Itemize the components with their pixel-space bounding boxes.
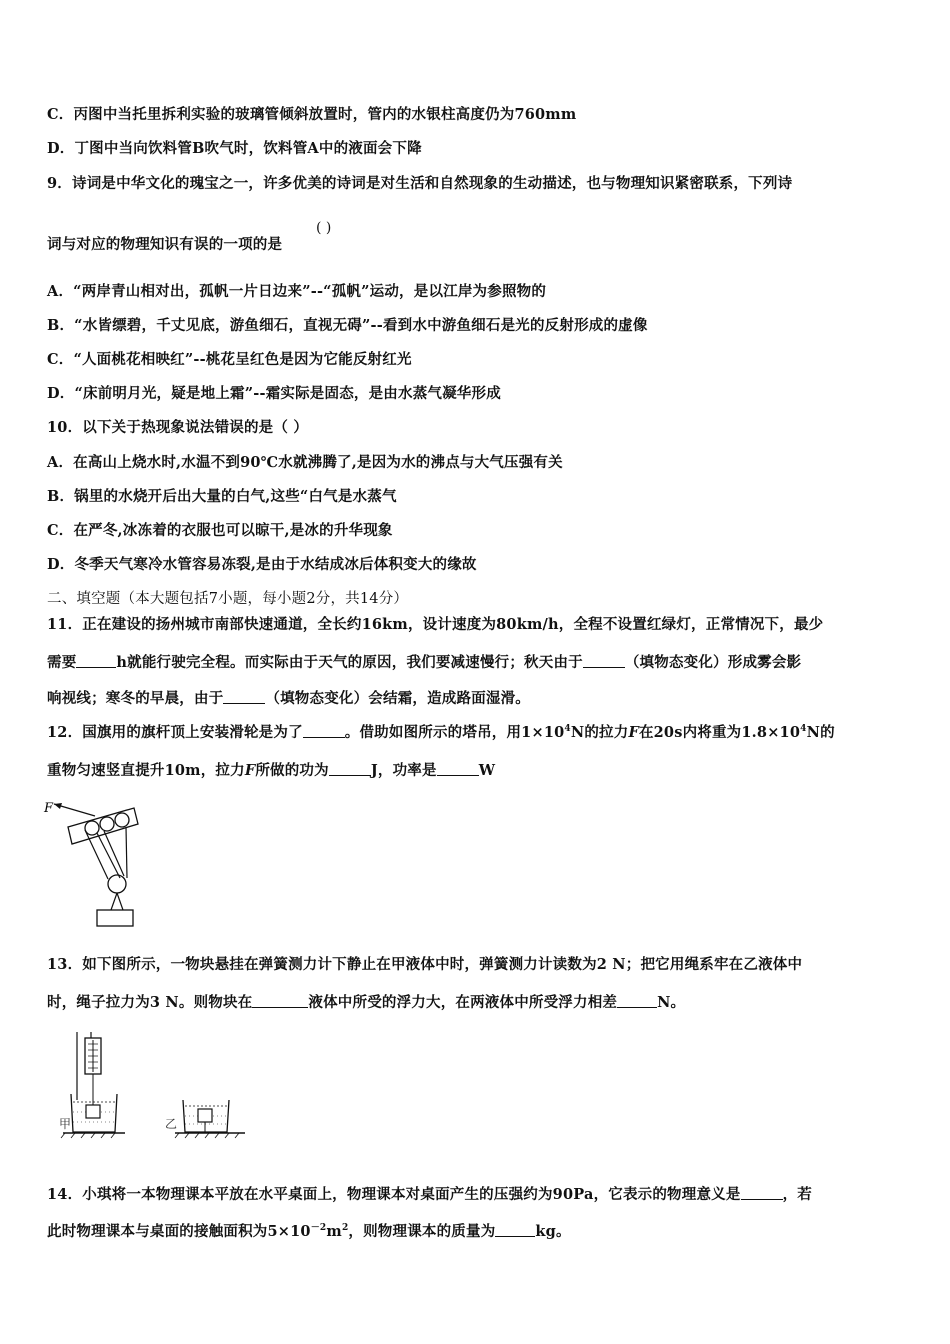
- q13-line1: 13．如下图所示，一物块悬挂在弹簧测力计下静止在甲液体中时，弹簧测力计读数为2 N；把它用绳系牢在乙液体中: [47, 956, 803, 973]
- q9-option-d: D．“床前明月光，疑是地上霜”--霜实际是固态，是由水蒸气凝华形成: [47, 385, 501, 402]
- q10-option-b: B．锅里的水烧开后出大量的白气,这些“白气是水蒸气: [47, 488, 397, 505]
- crane-pulley-figure: [40, 796, 150, 931]
- q13-blank-2[interactable]: [617, 993, 657, 1008]
- buoyancy-figure: [55, 1030, 255, 1145]
- q9-option-b: B．“水皆缥碧，千丈见底，游鱼细石，直视无碍”--看到水中游鱼细石是光的反射形成的虚像: [47, 317, 648, 334]
- q8-option-c: C．丙图中当托里拆利实验的玻璃管倾斜放置时，管内的水银柱高度仍为760mm: [47, 106, 577, 123]
- label-yi: 乙: [165, 1117, 178, 1131]
- q11-line3: 响视线；寒冬的早晨，由于 （填物态变化）会结霜，造成路面湿滑。: [47, 690, 531, 707]
- q11-blank-2[interactable]: [583, 653, 625, 668]
- q8-option-d: D．丁图中当向饮料管B吹气时，饮料管A中的液面会下降: [47, 140, 422, 157]
- q9-option-c: C．“人面桃花相映红”--桃花呈红色是因为它能反射红光: [47, 351, 412, 368]
- q12-blank-1[interactable]: [303, 723, 345, 738]
- q14-blank-1[interactable]: [741, 1185, 783, 1200]
- q11-blank-1[interactable]: [76, 653, 116, 668]
- q13-line2: 时，绳子拉力为3 N。则物块在 液体中所受的浮力大，在两液体中所受浮力相差 N。: [47, 994, 686, 1011]
- q11-blank-3[interactable]: [223, 689, 265, 704]
- q9-stem-line2: 词与对应的物理知识有误的一项的是: [47, 236, 283, 253]
- q10-stem: 10．以下关于热现象说法错误的是（ ）: [47, 419, 309, 436]
- q13-blank-1[interactable]: [252, 993, 308, 1008]
- q12-blank-2[interactable]: [329, 761, 371, 776]
- q9-answer-paren: ( ): [316, 220, 332, 236]
- q9-stem-line1: 9．诗词是中华文化的瑰宝之一，许多优美的诗词是对生活和自然现象的生动描述，也与物理知识紧密联系，下列诗: [47, 175, 793, 192]
- q11-line2: 需要 h就能行驶完全程。而实际由于天气的原因，我们要减速慢行；秋天由于 （填物态变化）形成雾会影: [47, 654, 802, 671]
- label-jia: 甲: [59, 1117, 72, 1131]
- q11-line1: 11．正在建设的扬州城市南部快速通道，全长约16km，设计速度为80km/h，全程不设置红绿灯，正常情况下，最少: [47, 616, 824, 633]
- q10-option-a: A．在高山上烧水时,水温不到90℃水就沸腾了,是因为水的沸点与大气压强有关: [47, 454, 563, 471]
- q14-line1: 14．小琪将一本物理课本平放在水平桌面上，物理课本对桌面产生的压强约为90Pa，它表示的物理意义是 ，若: [47, 1186, 812, 1203]
- q12-line1: 12．国旗用的旗杆顶上安装滑轮是为了 。借助如图所示的塔吊，用$1\times 10^4N$的拉力F在20s内将重为$1.8\times 10^4N$的: [47, 724, 835, 741]
- q12-line2: 重物匀速竖直提升10m，拉力F所做的功为 J，功率是 W: [47, 762, 496, 779]
- force-label-f: F: [44, 801, 54, 816]
- section-2-heading: 二、填空题（本大题包括7小题，每小题2分，共14分）: [47, 591, 409, 607]
- q14-line2: 此时物理课本与桌面的接触面积为$5\times 10^{-2}m^2$，则物理课本的质量为 kg。: [47, 1223, 571, 1240]
- q12-blank-3[interactable]: [437, 761, 479, 776]
- q9-option-a: A．“两岸青山相对出，孤帆一片日边来”--“孤帆”运动，是以江岸为参照物的: [47, 283, 547, 300]
- q10-option-c: C．在严冬,冰冻着的衣服也可以晾干,是冰的升华现象: [47, 522, 393, 539]
- q10-option-d: D．冬季天气寒冷水管容易冻裂,是由于水结成冰后体积变大的缘故: [47, 556, 477, 573]
- q14-blank-2[interactable]: [495, 1222, 535, 1237]
